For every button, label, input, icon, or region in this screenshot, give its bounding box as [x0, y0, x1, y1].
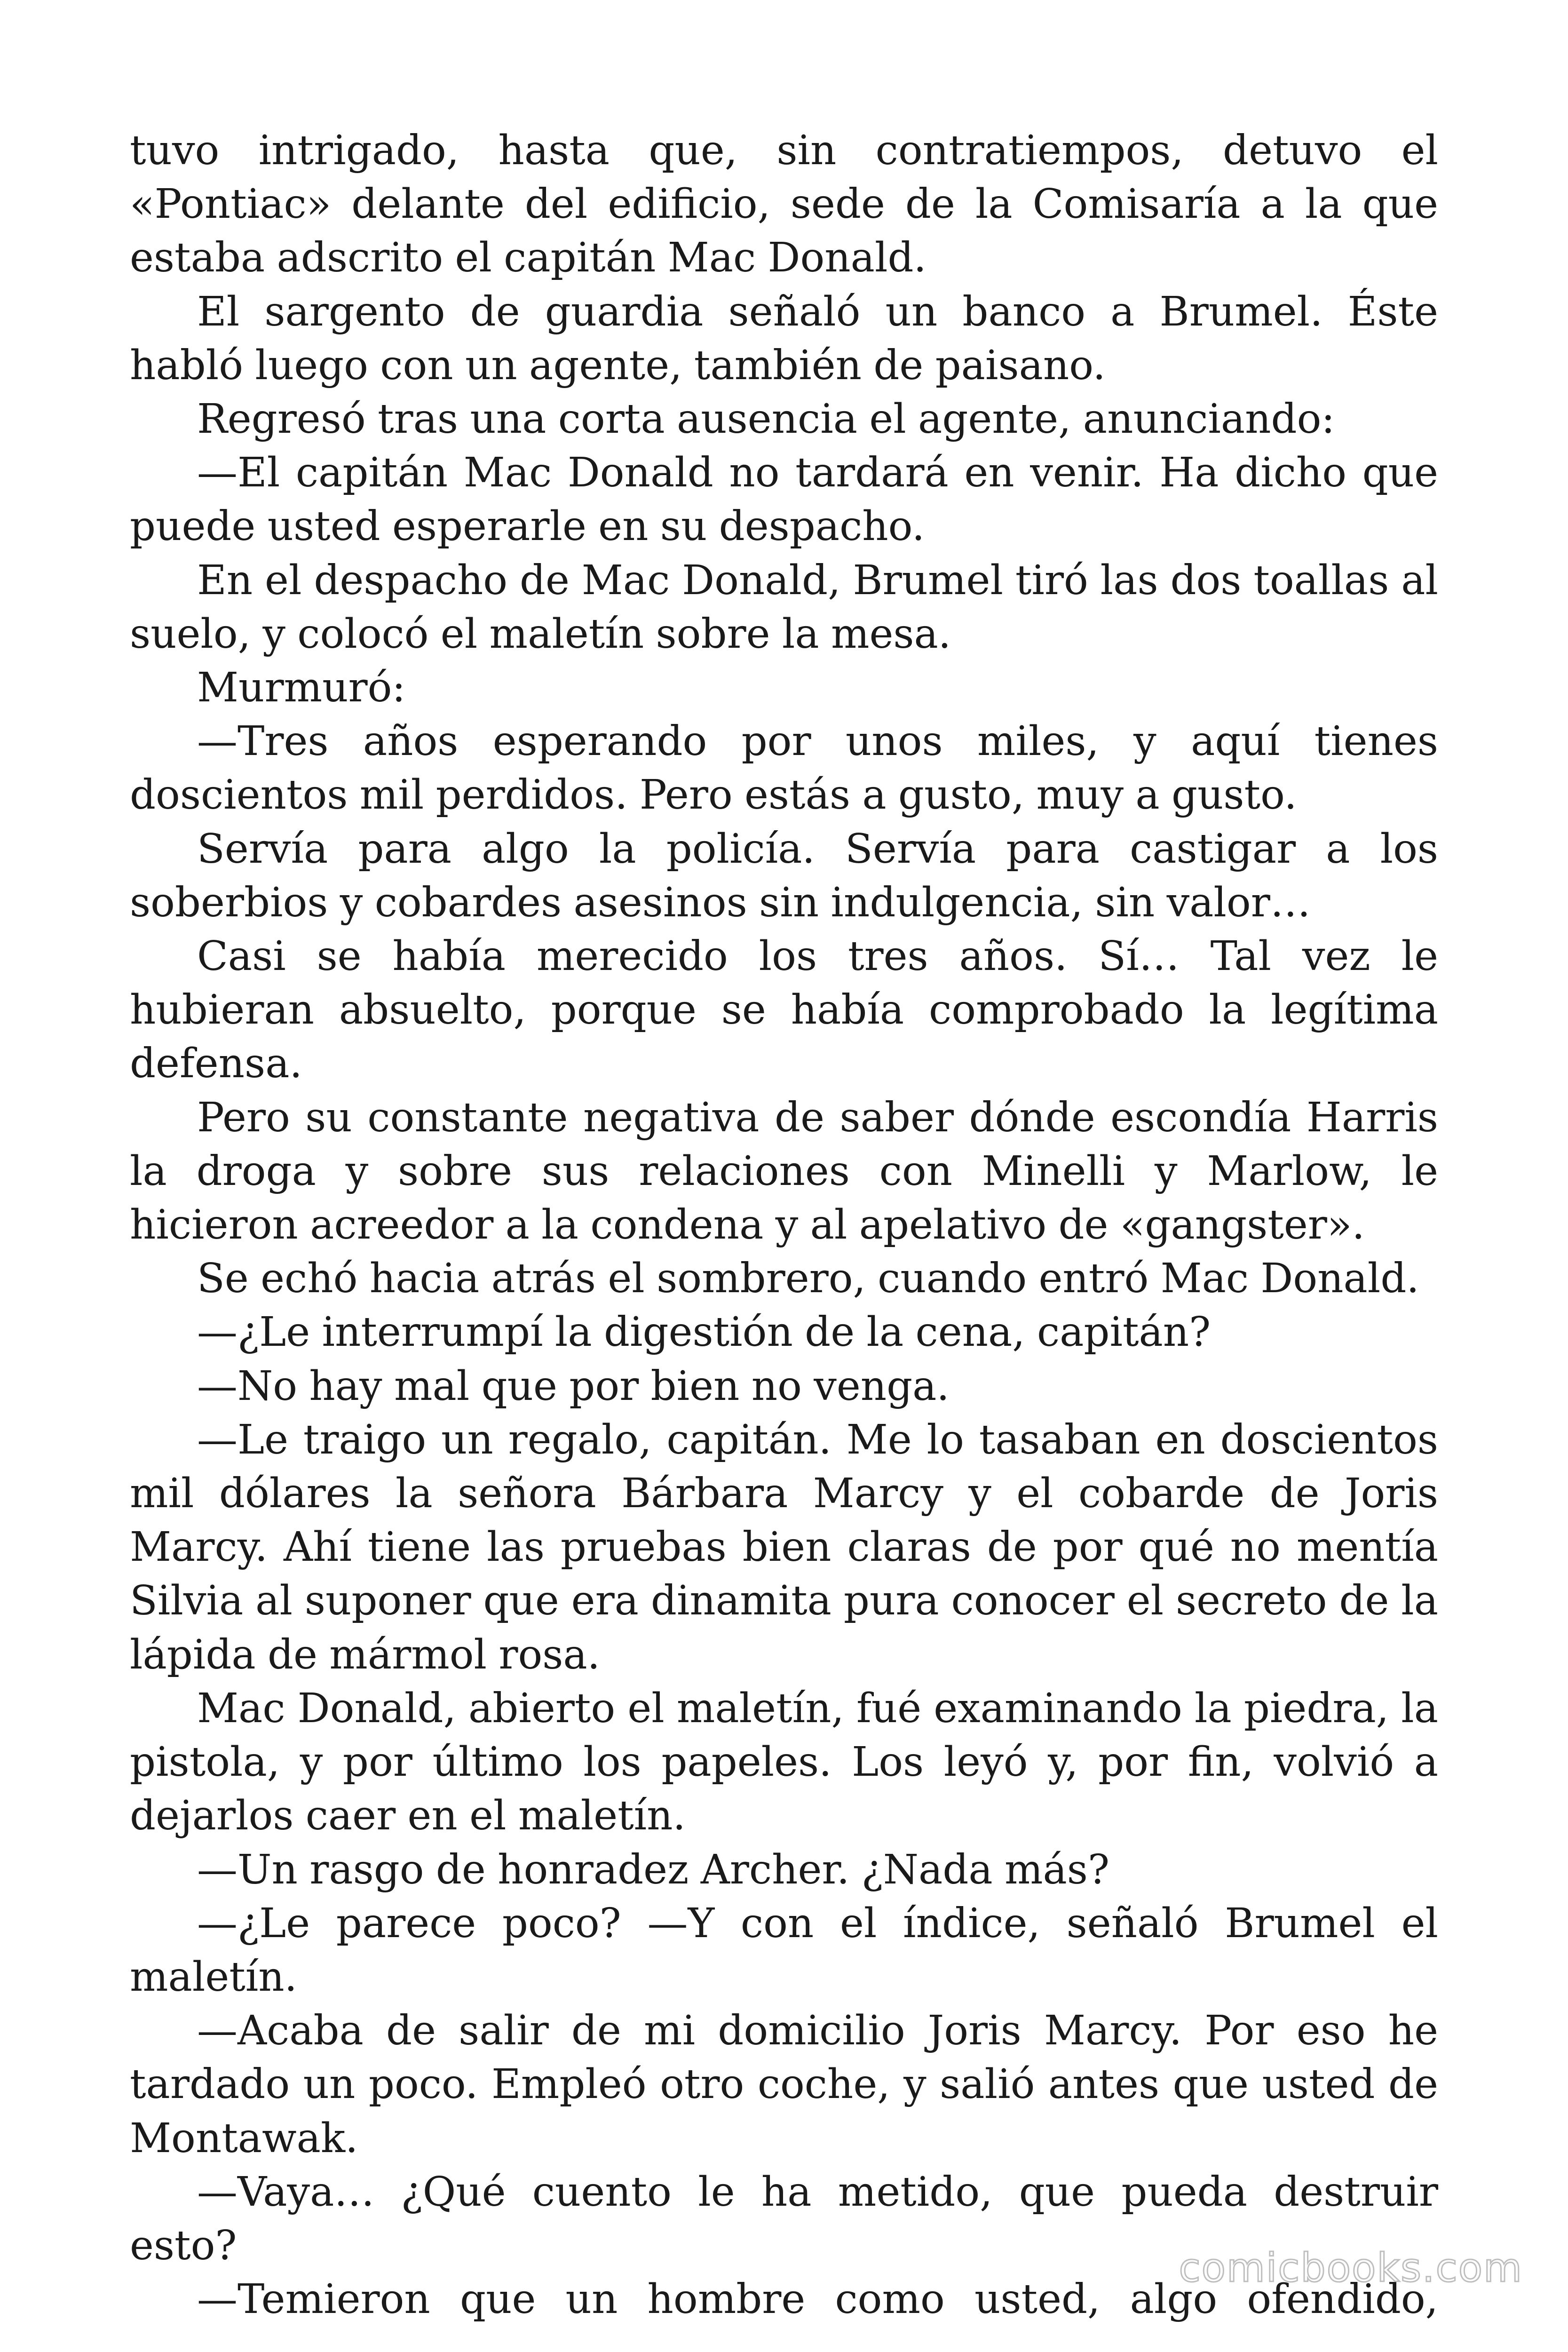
paragraph: —Le traigo un regalo, capitán. Me lo tasaban en doscientos mil dólares la señora Bárbara Marcy y el cobarde de Joris Marcy. Ahí tiene las pruebas bien claras de por qué no mentía Silvia al suponer que era dinamita pura conocer el secreto de la lápida de mármol rosa. — [130, 1416, 1438, 1678]
paragraph: —Un rasgo de honradez Archer. ¿Nada más? — [197, 1846, 1110, 1893]
paragraph: Casi se había merecido los tres años. Sí… Tal vez le hubieran absuelto, porque se había comprobado la legítima defensa. — [130, 933, 1438, 1088]
paragraph: —¿Le interrumpí la digestión de la cena, capitán? — [197, 1309, 1211, 1356]
paragraph: Murmuró: — [197, 664, 406, 712]
paragraph: tuvo intrigado, hasta que, sin contratiempos, detuvo el «Pontiac» delante del edificio, sede de la Comisaría a la que estaba adscrito el capitán Mac Donald. — [130, 127, 1438, 282]
book-page-text — [130, 124, 1438, 2326]
paragraph: —Vaya… ¿Qué cuento le ha metido, que pueda destruir esto? — [130, 2168, 1438, 2269]
paragraph: En el despacho de Mac Donald, Brumel tiró las dos toallas al suelo, y colocó el maletín sobre la mesa. — [130, 556, 1438, 658]
paragraph: Mac Donald, abierto el maletín, fué examinando la piedra, la pistola, y por último los papeles. Los leyó y, por fin, volvió a dejarlos caer en el maletín. — [130, 1685, 1438, 1840]
paragraph: —El capitán Mac Donald no tardará en venir. Ha dicho que puede usted esperarle en su despacho. — [130, 449, 1438, 550]
watermark: comicbooks.com — [1179, 2245, 1523, 2291]
paragraph: El sargento de guardia señaló un banco a Brumel. Éste habló luego con un agente, también de paisano. — [130, 288, 1438, 389]
paragraph: —Temieron que un hombre como usted, algo ofendido, — [197, 2276, 1438, 2323]
paragraph: —Acaba de salir de mi domicilio Joris Marcy. Por eso he tardado un poco. Empleó otro coche, y salió antes que usted de Montawak. — [130, 2007, 1438, 2162]
paragraph: Se echó hacia atrás el sombrero, cuando entró Mac Donald. — [197, 1255, 1419, 1303]
paragraph: —¿Le parece poco? —Y con el índice, señaló Brumel el maletín. — [130, 1899, 1438, 2001]
paragraph: Regresó tras una corta ausencia el agente, anunciando: — [197, 396, 1335, 443]
paragraph: —No hay mal que por bien no venga. — [197, 1362, 950, 1410]
paragraph: Pero su constante negativa de saber dónde escondía Harris la droga y sobre sus relaciones con Minelli y Marlow, le hicieron acreedor a la condena y al apelativo de «gangster». — [130, 1094, 1438, 1249]
paragraph: Servía para algo la policía. Servía para castigar a los soberbios y cobardes asesinos sin indulgencia, sin valor… — [130, 825, 1438, 926]
paragraph: —Tres años esperando por unos miles, y aquí tienes doscientos mil perdidos. Pero estás a gusto, muy a gusto. — [130, 718, 1438, 819]
